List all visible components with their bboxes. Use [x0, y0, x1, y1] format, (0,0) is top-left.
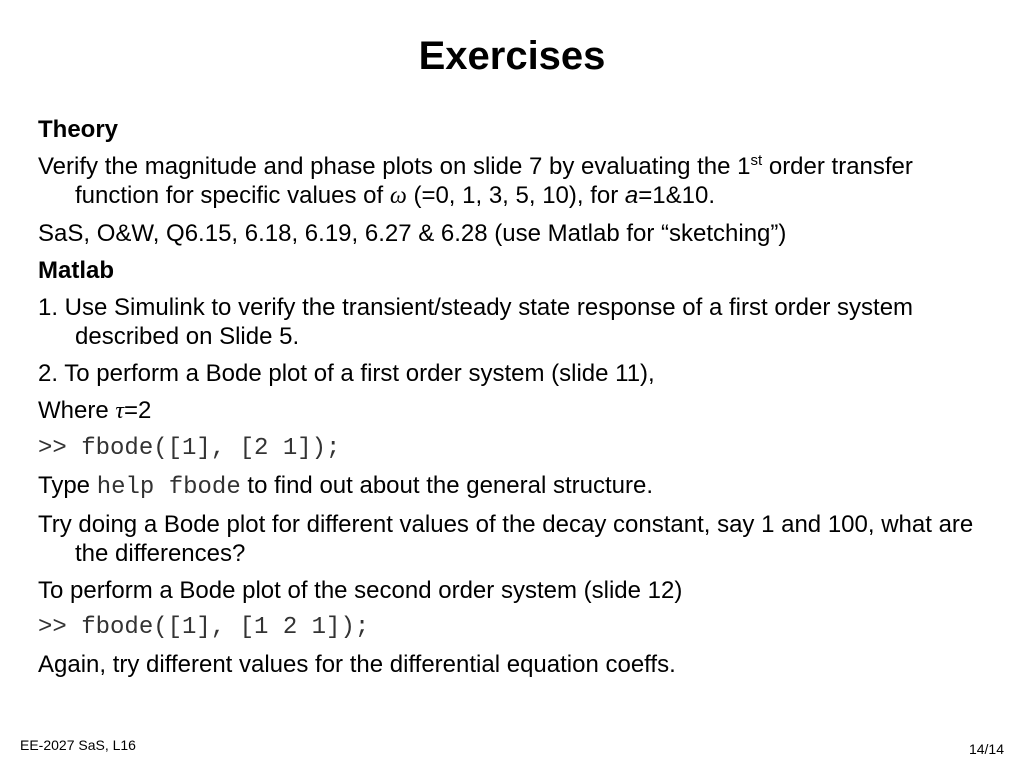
theory-text-d: =1&10.	[638, 182, 715, 209]
theory-heading: Theory	[38, 116, 119, 143]
help-command: help fbode	[96, 474, 241, 501]
type-text-a: Type	[38, 472, 97, 499]
code-line-1: >> fbode([1], [2 1]);	[38, 435, 341, 462]
slide-body	[38, 115, 988, 687]
matlab-item-1: 1. Use Simulink to verify the transient/steady state response of a first order system described on Slide 5.	[38, 294, 914, 350]
type-text-b: to find out about the general structure.	[240, 472, 653, 499]
slide-title: Exercises	[418, 34, 606, 78]
try-line: Try doing a Bode plot for different values of the decay constant, say 1 and 100, what are the differences?	[38, 511, 974, 567]
ordinal-superscript: st	[750, 152, 763, 169]
matlab-heading: Matlab	[38, 257, 115, 284]
theory-text-a: Verify the magnitude and phase plots on slide 7 by evaluating the 1	[38, 153, 751, 180]
code-line-2: >> fbode([1], [1 2 1]);	[38, 614, 370, 641]
where-text: Where	[38, 397, 116, 424]
footer-course-label: EE-2027 SaS, L16	[20, 737, 136, 753]
footer-page-number: 14/14	[968, 741, 1004, 757]
theory-text-c: (=0, 1, 3, 5, 10), for	[406, 182, 625, 209]
theory-text-b: order transfer function for specific values of	[75, 153, 913, 209]
theory-paragraph-1	[38, 152, 988, 211]
where-line	[38, 396, 988, 426]
second-order-line: To perform a Bode plot of the second order system (slide 12)	[38, 577, 683, 604]
matlab-item-2: 2. To perform a Bode plot of a first order system (slide 11),	[38, 360, 655, 387]
omega-symbol: ω	[389, 183, 407, 209]
tau-symbol: τ	[115, 398, 124, 424]
again-line: Again, try different values for the differential equation coeffs.	[38, 651, 676, 678]
a-variable: a	[624, 182, 639, 209]
type-line	[38, 471, 988, 502]
where-value: =2	[123, 397, 152, 424]
theory-paragraph-2: SaS, O&W, Q6.15, 6.18, 6.19, 6.27 & 6.28 (use Matlab for “sketching”)	[38, 220, 787, 247]
